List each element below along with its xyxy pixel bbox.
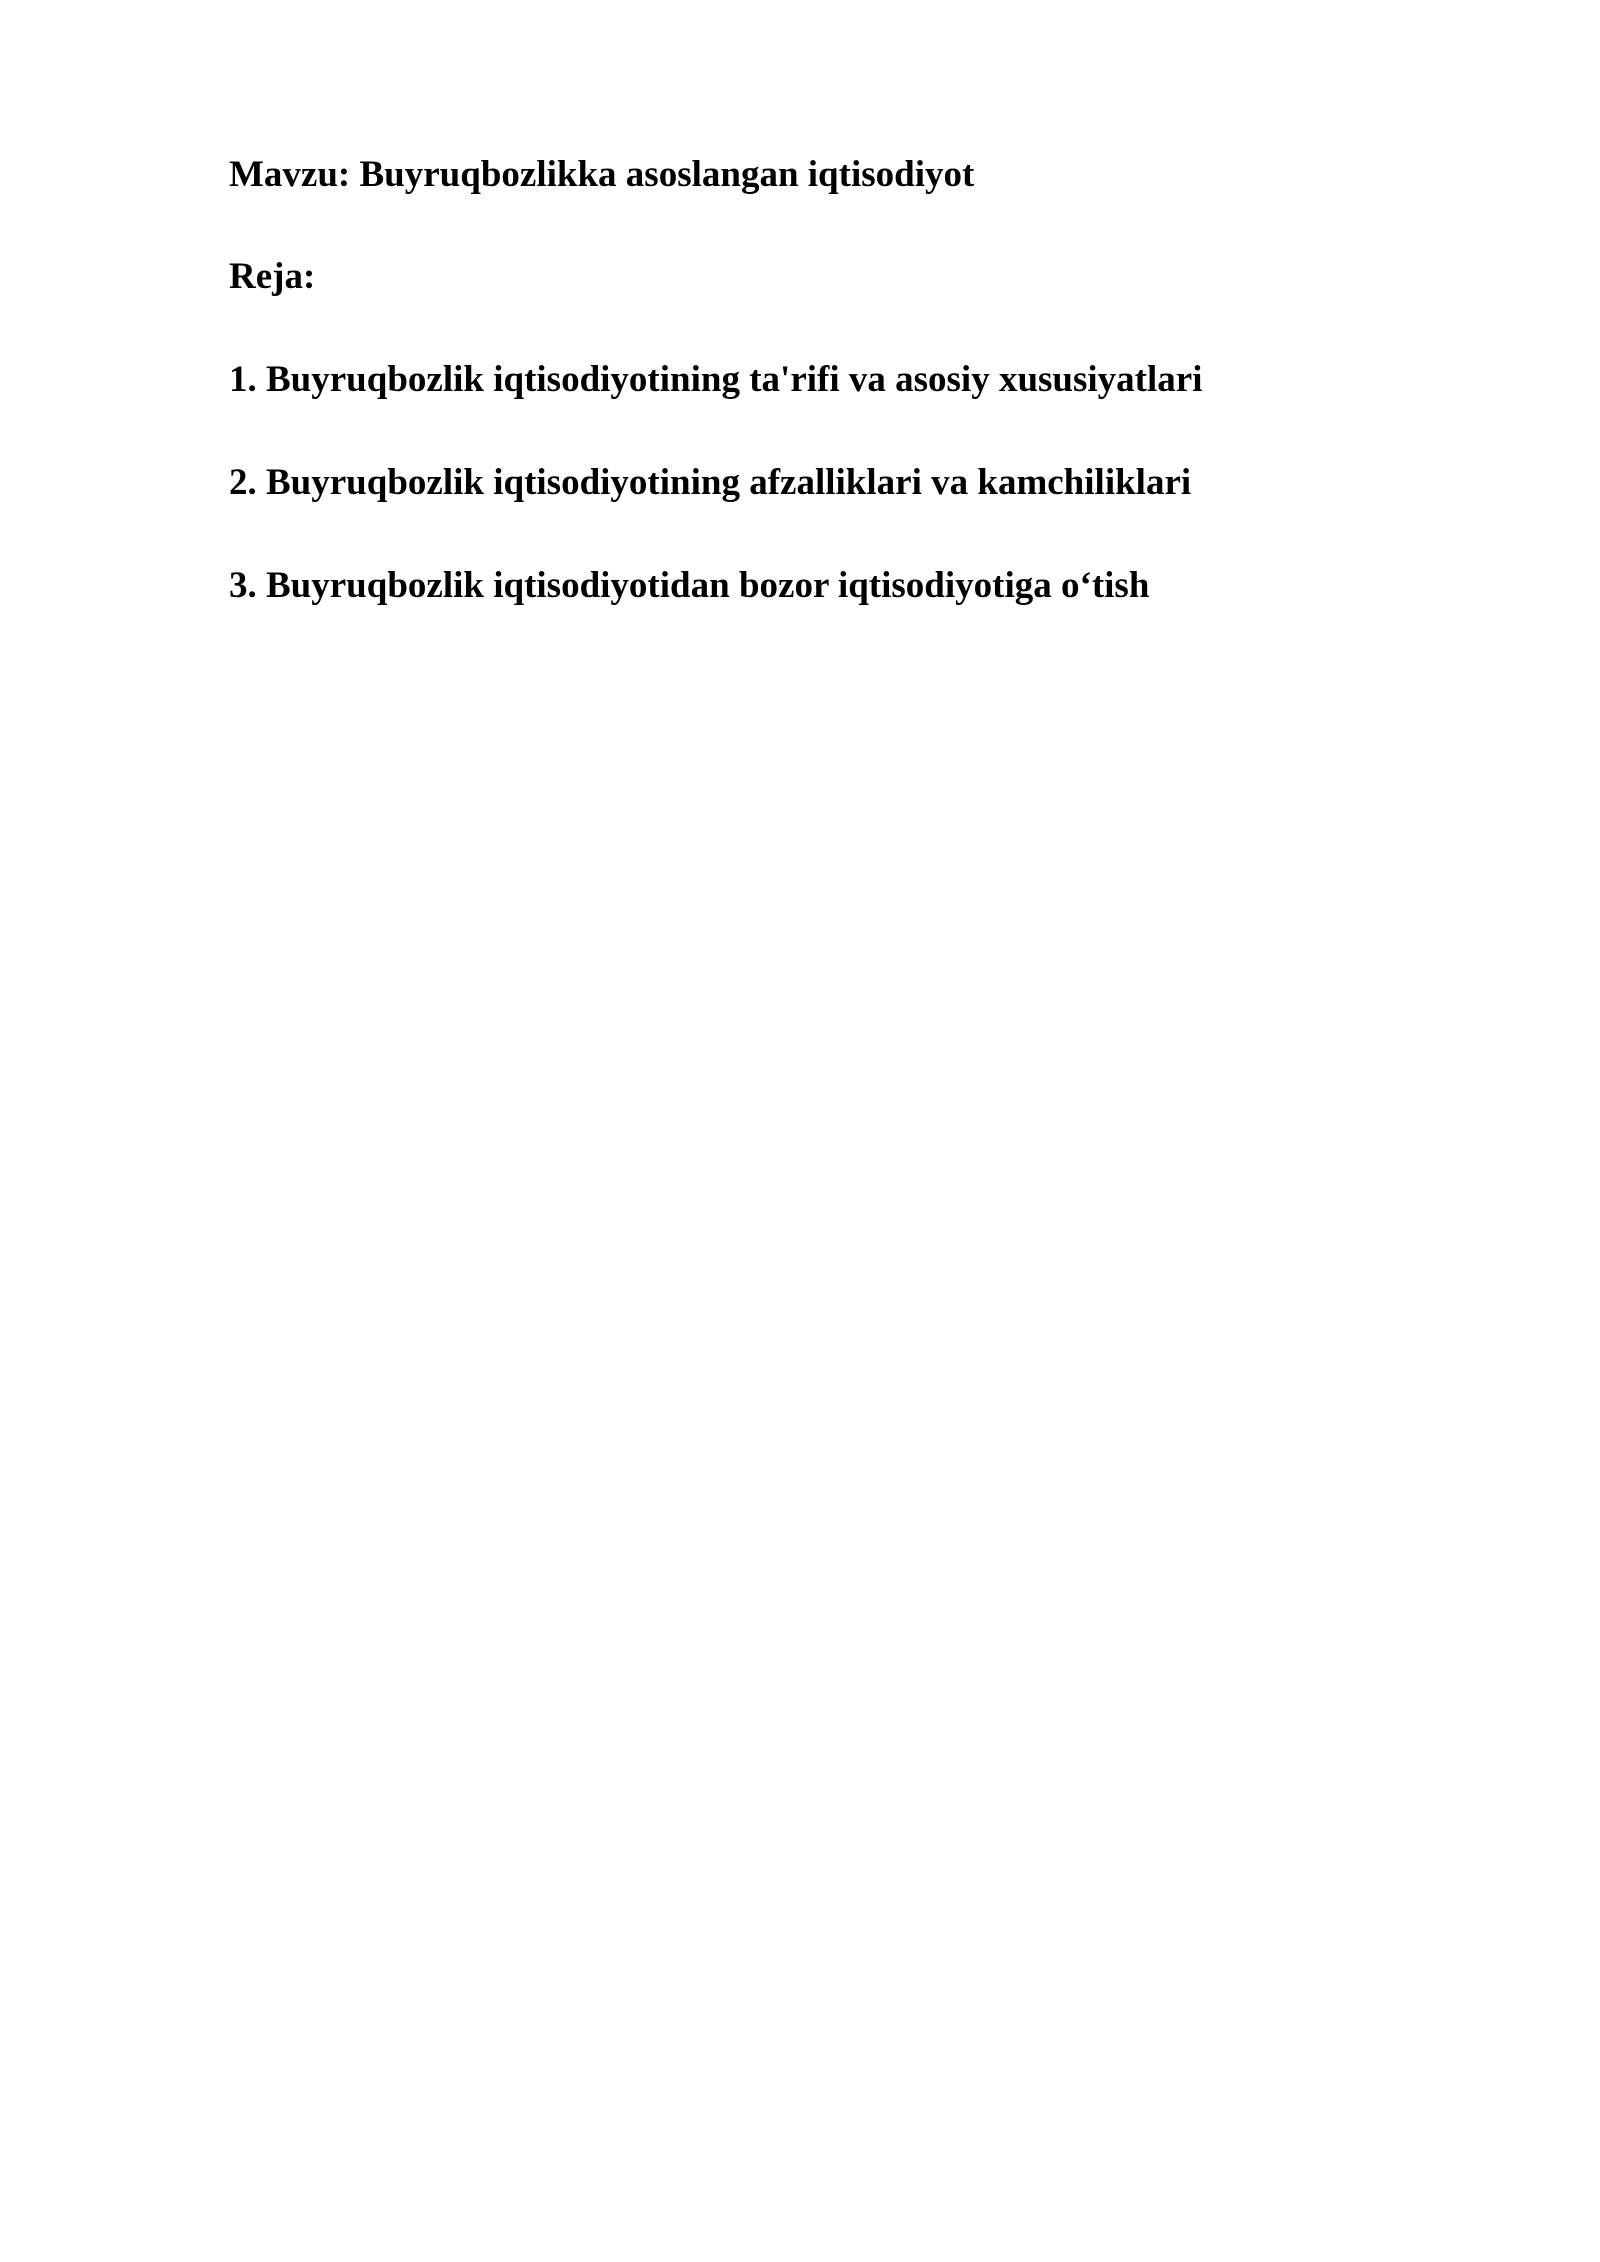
plan-item-2: 2. Buyruqbozlik iqtisodiyotining afzalliklari va kamchiliklari (229, 462, 1192, 503)
plan-item-1: 1. Buyruqbozlik iqtisodiyotining ta'rifi va asosiy xususiyatlari (229, 359, 1203, 400)
plan-heading: Reja: (229, 256, 316, 297)
plan-item-3: 3. Buyruqbozlik iqtisodiyotidan bozor iqtisodiyotiga o‘tish (229, 565, 1150, 606)
topic-heading: Mavzu: Buyruqbozlikka asoslangan iqtisodiyot (229, 154, 975, 195)
